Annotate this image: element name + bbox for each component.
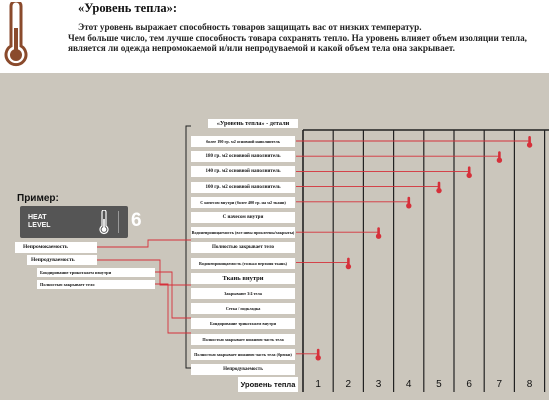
row-label: Закрывают 3/4 тела xyxy=(191,288,295,299)
badge-divider xyxy=(118,211,119,233)
row-label: Ткань внутри xyxy=(191,273,295,284)
row-label: С начесом внутри (более 400 гр. на м2 ткани) xyxy=(191,197,295,208)
row-label: 140 гр. м2 основной наполнитель xyxy=(191,166,295,177)
example-feature-full-cover: Полностью закрывает тело xyxy=(37,280,155,289)
thermometer-marker-bulb xyxy=(497,158,502,163)
level-tick-label: 2 xyxy=(345,379,352,390)
row-label: Водонепроницаемость (только верхняя ткань) xyxy=(191,258,295,269)
row-label: Полностью закрывает нижнюю часть тела xyxy=(191,334,295,345)
thermometer-marker-bulb xyxy=(376,234,381,239)
heat-level-badge xyxy=(20,206,142,238)
row-label: 100 гр. м2 основной наполнитель xyxy=(191,182,295,193)
example-feature-waterproof: Непромокаемость xyxy=(15,242,97,253)
row-label: С начесом внутри xyxy=(191,212,295,223)
example-connector-waterproof xyxy=(97,240,191,247)
row-label: 180 гр. м2 основной наполнитель xyxy=(191,151,295,162)
level-tick-label: 4 xyxy=(405,379,412,390)
example-feature-windproof: Непродуваемость xyxy=(27,255,97,265)
level-tick-label: 8 xyxy=(526,379,533,390)
example-feature-bonded: Бондирование трикотажем изнутри xyxy=(37,268,155,277)
level-tick-label: 5 xyxy=(436,379,442,390)
level-tick-label: 7 xyxy=(496,379,503,390)
row-label: Полностью закрывает тело xyxy=(191,242,295,253)
badge-text xyxy=(28,214,51,230)
row-label: Водонепроницаемость (все швы проклеены/закрыты) xyxy=(191,227,295,238)
thermometer-marker-bulb xyxy=(316,355,321,360)
description-line-2: Чем больше число, тем лучше способность товара сохранять тепло. На уровень влияет объем изоляции тепла, является ли одежда непромокаемой и/или непродуваемой и какой объем тела она закрывает. xyxy=(68,32,527,54)
thermometer-marker-bulb xyxy=(346,264,351,269)
level-tick-label: 3 xyxy=(375,379,382,390)
thermometer-marker-bulb xyxy=(527,142,532,147)
thermometer-marker-bulb xyxy=(467,173,472,178)
example-title: Пример: xyxy=(17,193,59,204)
header-area xyxy=(0,0,549,73)
details-title: «Уровень тепла» - детали xyxy=(208,119,298,128)
level-tick-label: 1 xyxy=(315,379,321,390)
badge-thermometer-icon xyxy=(98,210,110,235)
badge-value: 6 xyxy=(131,210,142,231)
row-label: Полностью закрывает нижнюю часть тела (брюки) xyxy=(191,349,295,360)
row-label: Бондирование трикотажем внутри xyxy=(191,318,295,329)
axis-label: Уровень тепла xyxy=(238,377,298,392)
description-line-1: Этот уровень выражает способность товаров защищать вас от низких температур. xyxy=(78,22,422,32)
level-tick-label: 6 xyxy=(466,379,472,390)
page-title: «Уровень тепла»: xyxy=(78,1,178,15)
description xyxy=(68,22,544,54)
thermometer-marker-bulb xyxy=(406,203,411,208)
row-label: Сетка / подкладка xyxy=(191,303,295,314)
badge-text-2: LEVEL xyxy=(28,222,51,229)
thermometer-marker-bulb xyxy=(436,188,441,193)
badge-text-1: HEAT xyxy=(28,214,47,221)
row-label: более 190 гр. м2 основной наполнитель xyxy=(191,136,295,147)
thermometer-icon xyxy=(2,2,30,68)
row-label: Непродуваемость xyxy=(191,364,295,375)
